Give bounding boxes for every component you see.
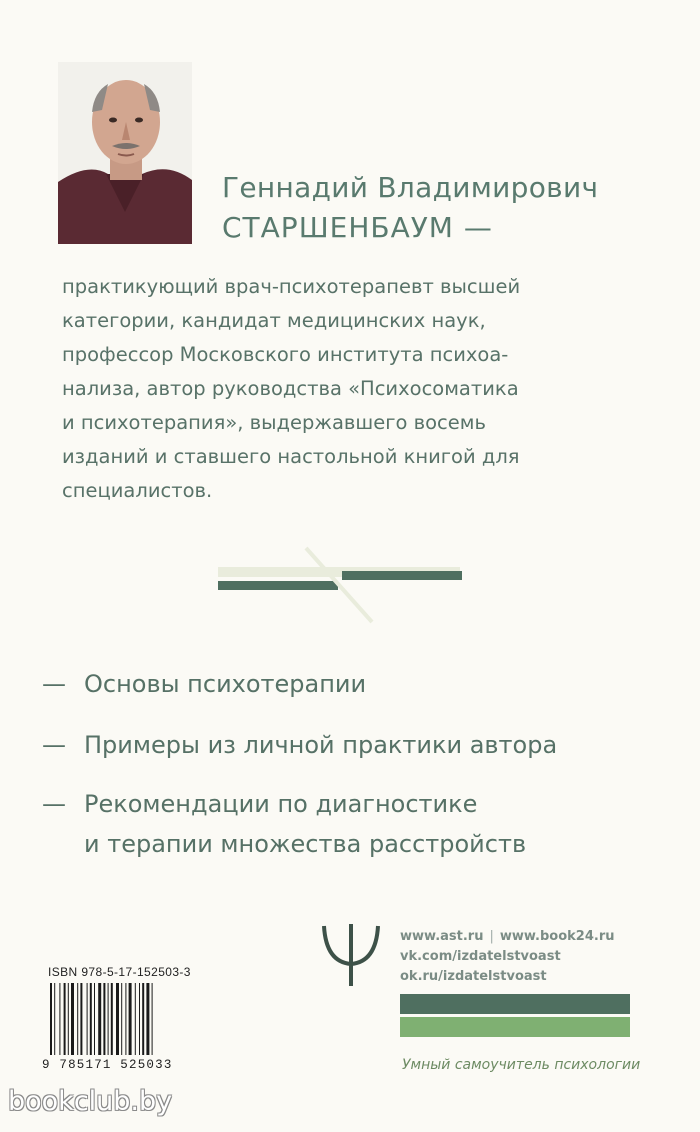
bio-line: изданий и ставшего настольной книгой для bbox=[62, 445, 520, 468]
publisher-links bbox=[400, 927, 660, 987]
bullet-dash: — bbox=[42, 731, 66, 759]
bullet-text: и терапии множества расстройств bbox=[84, 830, 527, 858]
publisher-psi-logo bbox=[316, 920, 386, 990]
bullet-text: Примеры из личной практики автора bbox=[84, 731, 558, 759]
feature-bullet bbox=[42, 784, 642, 864]
bio-line: профессор Московского института психоа- bbox=[62, 343, 509, 366]
bio-line: специалистов. bbox=[62, 479, 213, 502]
barcode-digits: 9 785171 525033 bbox=[42, 1058, 173, 1072]
bio-line: категории, кандидат медицинских наук, bbox=[62, 309, 486, 332]
author-portrait bbox=[58, 62, 192, 244]
bullet-text: Основы психотерапии bbox=[84, 670, 367, 698]
barcode bbox=[48, 983, 198, 1055]
feature-bullet bbox=[42, 664, 642, 704]
author-surname: СТАРШЕНБАУМ — bbox=[222, 211, 493, 244]
isbn-label: ISBN 978-5-17-152503-3 bbox=[48, 965, 191, 979]
series-color-bars bbox=[400, 994, 630, 1040]
link-ast[interactable]: www.ast.ru bbox=[400, 929, 484, 944]
series-bar-light bbox=[400, 1017, 630, 1037]
author-name bbox=[222, 168, 662, 248]
author-bio bbox=[62, 270, 622, 508]
author-first-names: Геннадий Владимирович bbox=[222, 171, 599, 204]
bullet-dash: — bbox=[42, 670, 66, 698]
bullet-dash: — bbox=[42, 790, 66, 818]
bio-line: и психотерапия», выдержавшего восемь bbox=[62, 411, 486, 434]
decorative-divider bbox=[210, 540, 480, 630]
feature-bullet bbox=[42, 725, 642, 765]
watermark: bookclub.by bbox=[8, 1086, 173, 1117]
bio-line: практикующий врач-психотерапевт высшей bbox=[62, 275, 521, 298]
series-bar-dark bbox=[400, 994, 630, 1014]
link-separator: | bbox=[489, 929, 494, 944]
bullet-text: Рекомендации по диагностике bbox=[84, 790, 478, 818]
link-vk[interactable]: vk.com/izdatelstvoast bbox=[400, 949, 561, 964]
series-tagline: Умный самоучитель психологии bbox=[402, 1057, 641, 1073]
link-ok[interactable]: ok.ru/izdatelstvoast bbox=[400, 969, 547, 984]
bio-line: нализа, автор руководства «Психосоматика bbox=[62, 377, 519, 400]
link-book24[interactable]: www.book24.ru bbox=[499, 929, 615, 944]
